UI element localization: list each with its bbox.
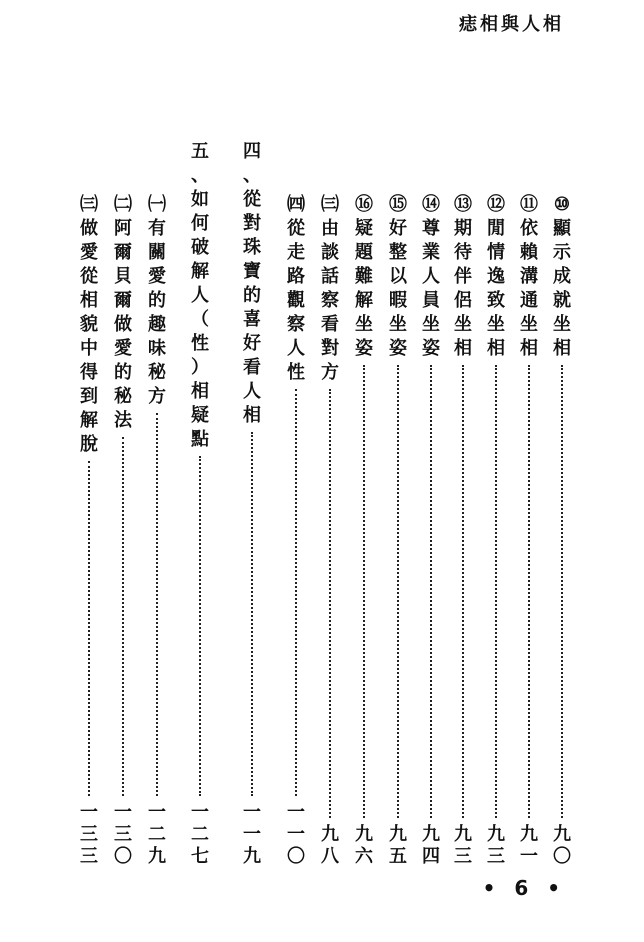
toc-entry-page: 一 三 三 bbox=[80, 802, 98, 867]
toc-entry-page: 九 三 bbox=[487, 824, 505, 867]
toc-entry-title: ㈠ 有 關 愛 的 趣 味 秘 方 bbox=[148, 194, 166, 407]
toc-entry-title: ⑫ 閒 情 逸 致 坐 相 bbox=[487, 194, 505, 359]
toc-leader-dots bbox=[397, 365, 399, 818]
toc-entry-title: 五 、 如 何 破 解 人 （ 性 ） 相 疑 點 bbox=[191, 141, 209, 450]
toc-entry bbox=[111, 193, 135, 868]
toc-entry bbox=[145, 193, 169, 868]
toc-leader-dots bbox=[122, 437, 124, 796]
toc-entry bbox=[484, 193, 508, 868]
toc-leader-dots bbox=[88, 461, 90, 796]
toc-entry-page: 九 四 bbox=[422, 824, 440, 867]
toc-entry-page: 一 二 七 bbox=[191, 802, 209, 867]
toc-entry-title: ⑭ 尊 業 人 員 坐 姿 bbox=[422, 194, 440, 359]
toc-entry bbox=[318, 193, 342, 868]
toc-entry-title: ㈣ 從 走 路 觀 察 人 性 bbox=[287, 194, 305, 383]
toc-entry bbox=[240, 140, 264, 868]
toc-entry-page: 九 五 bbox=[389, 824, 407, 867]
toc-leader-dots bbox=[462, 365, 464, 818]
toc-leader-dots bbox=[430, 365, 432, 818]
toc-entry bbox=[386, 193, 410, 868]
toc-entry-title: 四 、 從 對 珠 寶 的 喜 好 看 人 相 bbox=[243, 141, 261, 426]
toc-entry bbox=[419, 193, 443, 868]
toc-leader-dots bbox=[295, 389, 297, 796]
toc-entry bbox=[188, 140, 212, 868]
toc-entry-page: 九 六 bbox=[355, 824, 373, 867]
running-header-title: 痣相與人相 bbox=[459, 14, 564, 35]
toc-entry bbox=[517, 193, 541, 868]
toc-entry-title: ⑪ 依 賴 溝 通 坐 相 bbox=[520, 194, 538, 359]
toc-leader-dots bbox=[329, 389, 331, 818]
toc-entry-page: 九 一 bbox=[520, 824, 538, 867]
toc-entry-title: ⑬ 期 待 伴 侶 坐 相 bbox=[454, 194, 472, 359]
toc-entry bbox=[284, 193, 308, 868]
toc-entry-title: ⑮ 好 整 以 暇 坐 姿 bbox=[389, 194, 407, 359]
toc-entry-page: 九 三 bbox=[454, 824, 472, 867]
toc-entry bbox=[77, 193, 101, 868]
toc-entry-page: 一 一 九 bbox=[243, 802, 261, 867]
toc-entry-page: 九 八 bbox=[321, 824, 339, 867]
page-number: • 6 • bbox=[482, 876, 566, 900]
toc-leader-dots bbox=[251, 432, 253, 796]
toc-entry-title: ⑯ 疑 題 難 解 坐 姿 bbox=[355, 194, 373, 359]
toc-entry-page: 一 三 〇 bbox=[114, 802, 132, 867]
toc-leader-dots bbox=[495, 365, 497, 818]
toc-entry bbox=[451, 193, 475, 868]
toc-leader-dots bbox=[363, 365, 365, 818]
toc-entry bbox=[352, 193, 376, 868]
toc-entry-title: ㈢ 由 談 話 察 看 對 方 bbox=[321, 194, 339, 383]
toc-leader-dots bbox=[156, 413, 158, 796]
toc-entry-page: 一 二 九 bbox=[148, 802, 166, 867]
toc-leader-dots bbox=[561, 365, 563, 818]
toc-entry-page: 九 〇 bbox=[553, 824, 571, 867]
toc-entry-title: ㈡ 阿 爾 貝 爾 做 愛 的 秘 法 bbox=[114, 194, 132, 431]
toc-leader-dots bbox=[528, 365, 530, 818]
toc-entry-page: 一 一 〇 bbox=[287, 802, 305, 867]
toc-entry-title: ⑩ 顯 示 成 就 坐 相 bbox=[553, 194, 571, 359]
toc-entry-title: ㈢ 做 愛 從 相 貌 中 得 到 解 脫 bbox=[80, 194, 98, 455]
toc-leader-dots bbox=[199, 456, 201, 796]
toc-entry bbox=[550, 193, 574, 868]
